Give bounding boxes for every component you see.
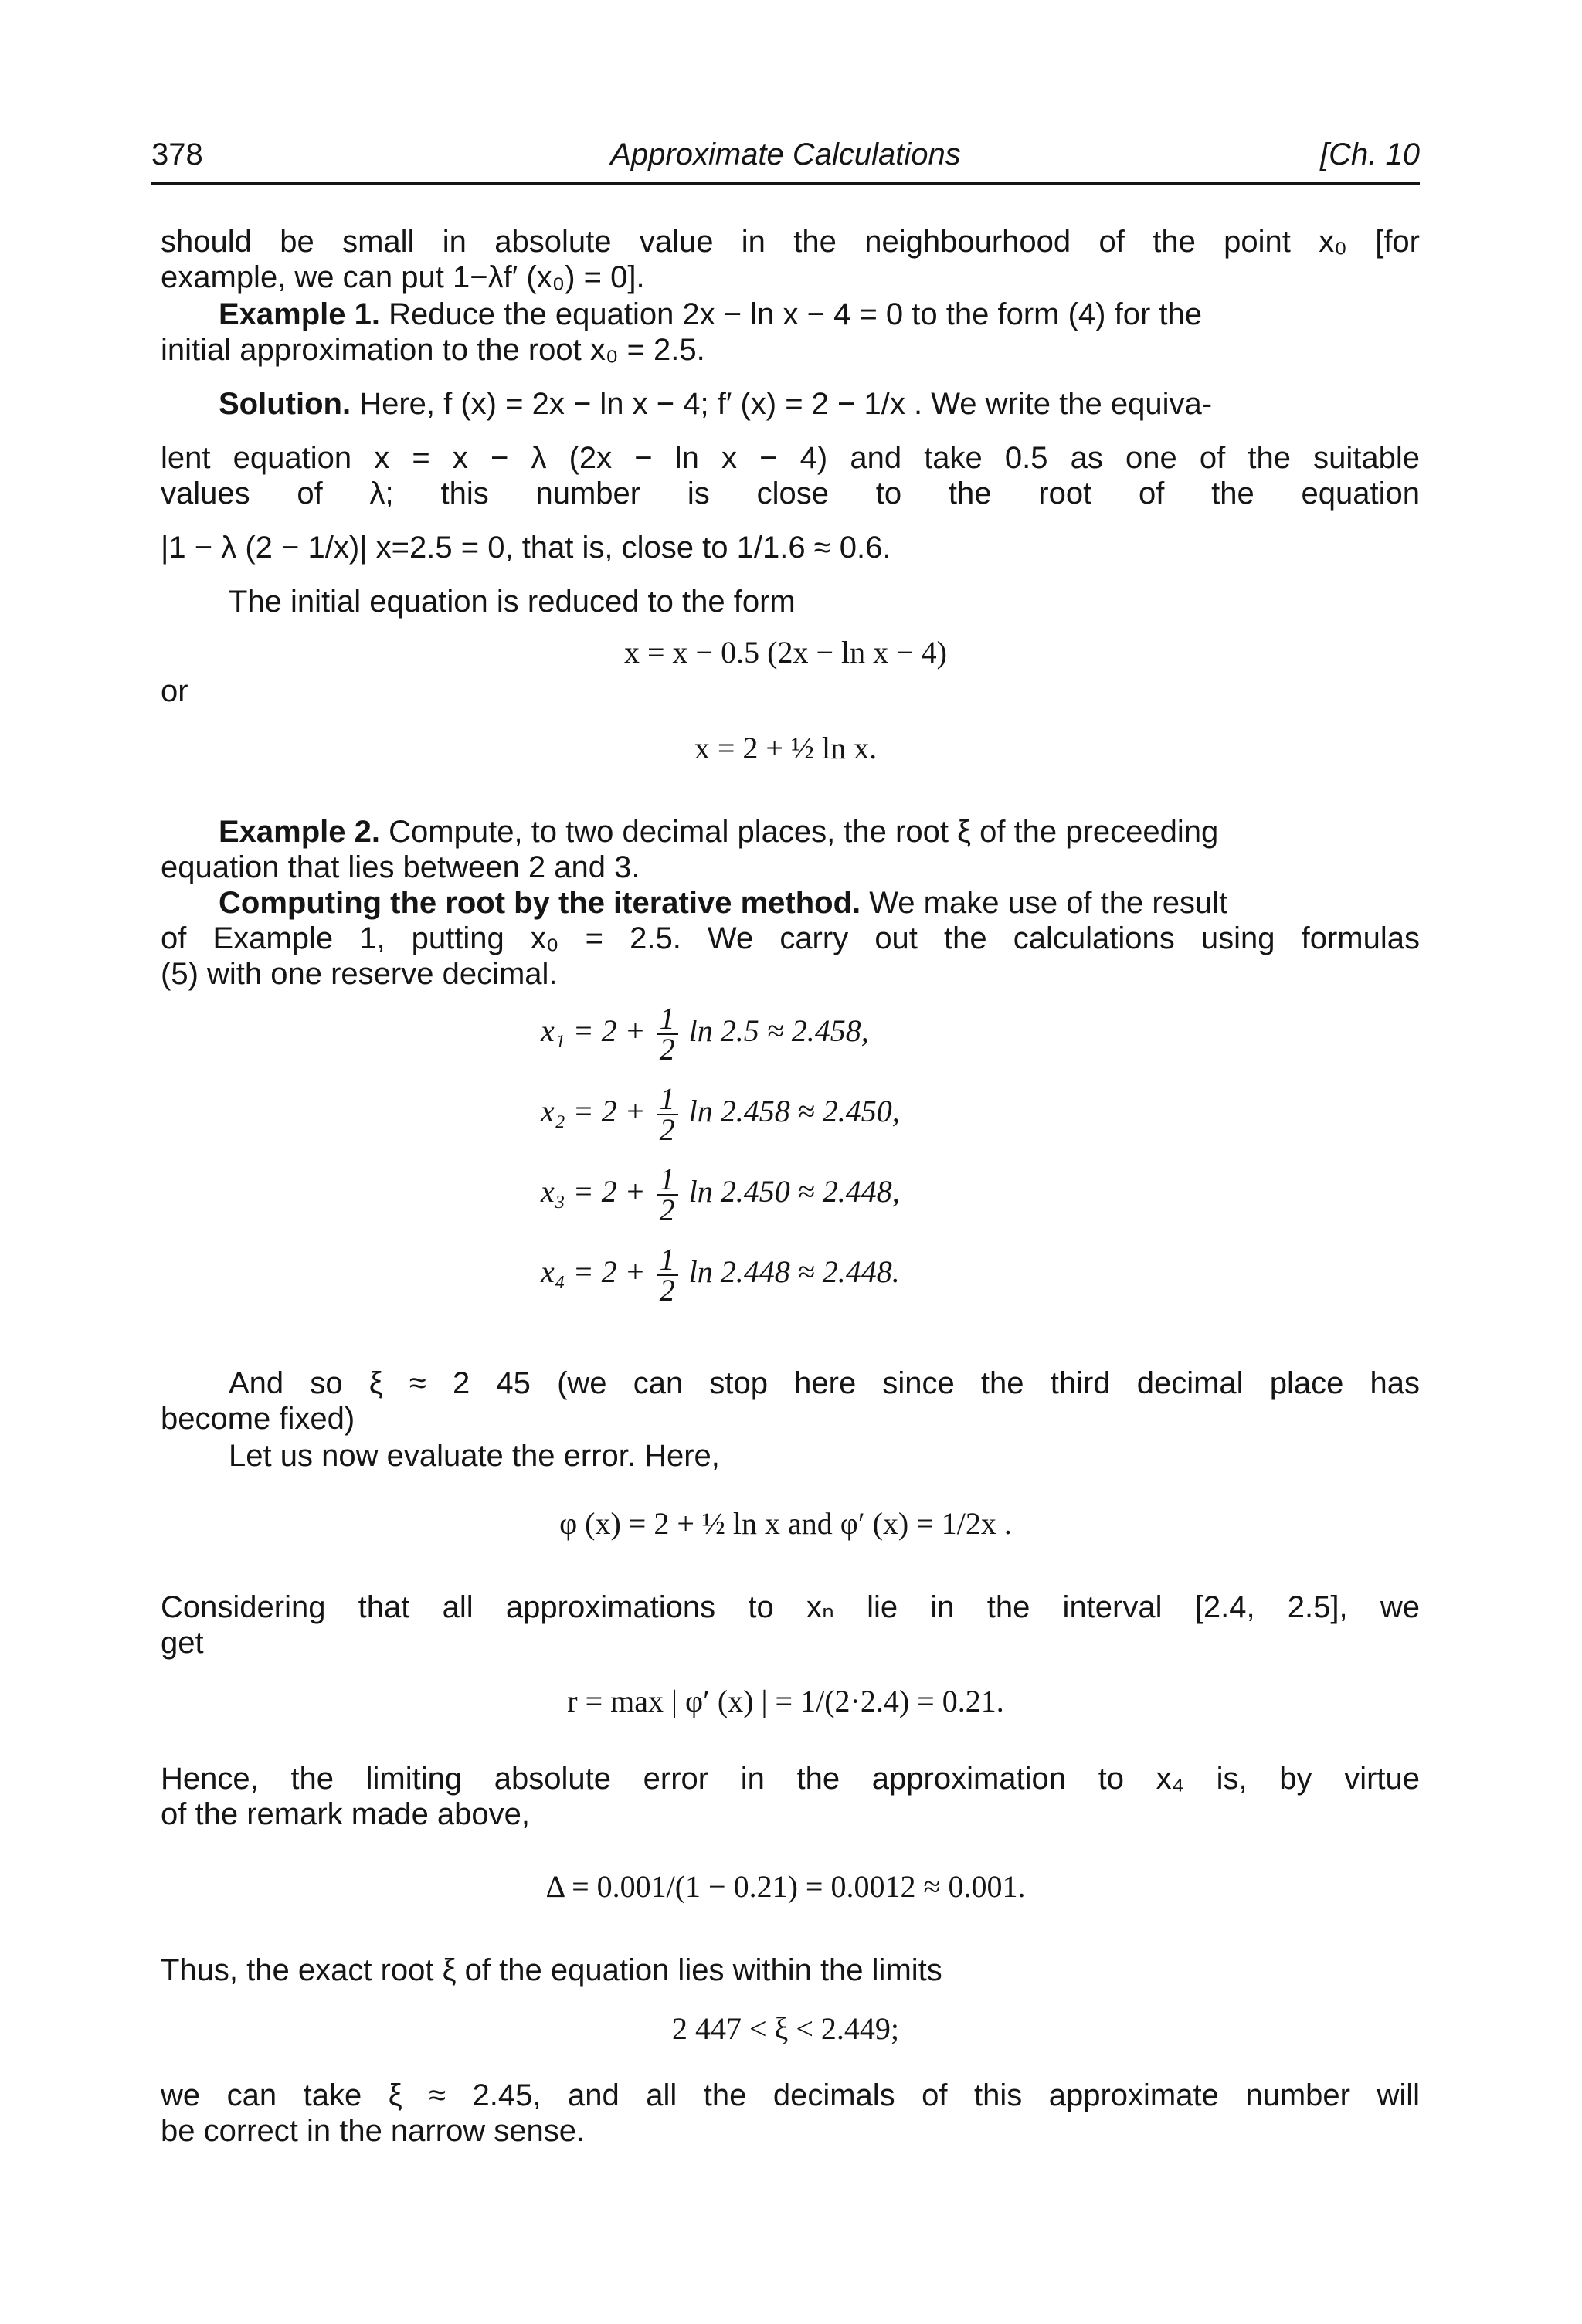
paragraph-line: Let us now evaluate the error. Here,	[229, 1439, 720, 1473]
paragraph-line: become fixed)	[161, 1402, 355, 1436]
solution	[219, 386, 1212, 422]
or-word: or	[161, 674, 188, 708]
iteration-rhs: ln 2.448 ≈ 2.448.	[688, 1254, 900, 1290]
iteration-row	[541, 1242, 900, 1308]
equation-inline: |1 − λ (2 − 1/x)| x=2.5 = 0, that is, close to 1/1.6 ≈ 0.6.	[161, 531, 891, 565]
paragraph-line: Thus, the exact root ξ of the equation lies within the limits	[161, 1953, 942, 1987]
equation-limits: 2 447 < ξ < 2.449;	[671, 2011, 900, 2046]
paragraph-line: values of λ; this number is close to the root of the equation	[161, 477, 1420, 511]
iteration-lhs: x₃ = 2 +	[541, 1174, 646, 1209]
iteration-row	[541, 1001, 869, 1067]
paragraph-line: The initial equation is reduced to the form	[229, 585, 796, 619]
paragraph-line: Considering that all approximations to xₙ lie in the interval [2.4, 2.5], we	[161, 1590, 1420, 1624]
paragraph-line: should be small in absolute value in the neighbourhood of the point x₀ [for	[161, 225, 1420, 259]
fraction-half: $\frac{1}{2}$	[657, 1165, 678, 1225]
iteration-rhs: ln 2.5 ≈ 2.458,	[688, 1013, 869, 1049]
paragraph-line: equation that lies between 2 and 3.	[161, 850, 640, 884]
paragraph-line: Hence, the limiting absolute error in the approximation to x₄ is, by virtue	[161, 1762, 1420, 1796]
example-1-label: Example 1.	[219, 297, 381, 331]
paragraph-line: Compute, to two decimal places, the root ξ of the preceeding	[389, 815, 1219, 849]
paragraph-line: we can take ξ ≈ 2.45, and all the decimals of this approximate number will	[161, 2078, 1420, 2112]
paragraph-line: lent equation x = x − λ (2x − ln x − 4) and take 0.5 as one of the suitable	[161, 441, 1420, 475]
paragraph-line: example, we can put 1−λf′ (x₀) = 0].	[161, 260, 645, 294]
equation-reduced: x = x − 0.5 (2x − ln x − 4)	[624, 635, 947, 670]
equation-final: x = 2 + ½ ln x.	[694, 731, 878, 765]
paragraph-line: We make use of the result	[869, 886, 1228, 920]
paragraph-line: (5) with one reserve decimal.	[161, 957, 558, 991]
header-rule	[151, 182, 1420, 185]
running-title: Approximate Calculations	[610, 137, 961, 171]
page-number: 378	[151, 137, 203, 171]
iteration-row	[541, 1162, 900, 1227]
paragraph-line: initial approximation to the root x₀ = 2.5.	[161, 333, 705, 367]
iteration-rhs: ln 2.450 ≈ 2.448,	[688, 1174, 900, 1209]
paragraph-line: Reduce the equation 2x − ln x − 4 = 0 to the form (4) for the	[389, 297, 1202, 331]
paragraph-line: Here, f (x) = 2x − ln x − 4; f′ (x) = 2 − 1/x . We write the equiva-	[359, 387, 1213, 421]
iteration-lhs: x₁ = 2 +	[541, 1013, 646, 1049]
fraction-half: $\frac{1}{2}$	[657, 1245, 678, 1305]
paragraph-line: get	[161, 1626, 204, 1660]
running-header	[151, 137, 1420, 187]
example-2-label: Example 2.	[219, 815, 381, 849]
equation-r: r = max | φ′ (x) | = 1/(2·2.4) = 0.21.	[567, 1684, 1004, 1718]
fraction-half: $\frac{1}{2}$	[657, 1084, 678, 1145]
example-1	[219, 297, 1420, 332]
iteration-rhs: ln 2.458 ≈ 2.450,	[688, 1094, 900, 1129]
equation-phi: φ (x) = 2 + ½ ln x and φ′ (x) = 1/2x .	[559, 1506, 1012, 1541]
solution-label: Solution.	[219, 387, 351, 421]
chapter-label: [Ch. 10	[1320, 137, 1420, 171]
paragraph-line: of the remark made above,	[161, 1797, 531, 1831]
iteration-lhs: x₄ = 2 +	[541, 1254, 646, 1290]
iterative-method-label: Computing the root by the iterative method.	[219, 886, 861, 920]
paragraph-line: be correct in the narrow sense.	[161, 2114, 586, 2148]
fraction-half: $\frac{1}{2}$	[657, 1004, 678, 1064]
paragraph-line: And so ξ ≈ 2 45 (we can stop here since the third decimal place has	[229, 1366, 1420, 1400]
iterative-method	[219, 885, 1420, 921]
equation-delta: Δ = 0.001/(1 − 0.21) = 0.0012 ≈ 0.001.	[545, 1869, 1026, 1904]
iteration-lhs: x₂ = 2 +	[541, 1094, 646, 1129]
paragraph-line: of Example 1, putting x₀ = 2.5. We carry out the calculations using formulas	[161, 921, 1420, 955]
example-2	[219, 814, 1218, 850]
iteration-row	[541, 1081, 900, 1147]
